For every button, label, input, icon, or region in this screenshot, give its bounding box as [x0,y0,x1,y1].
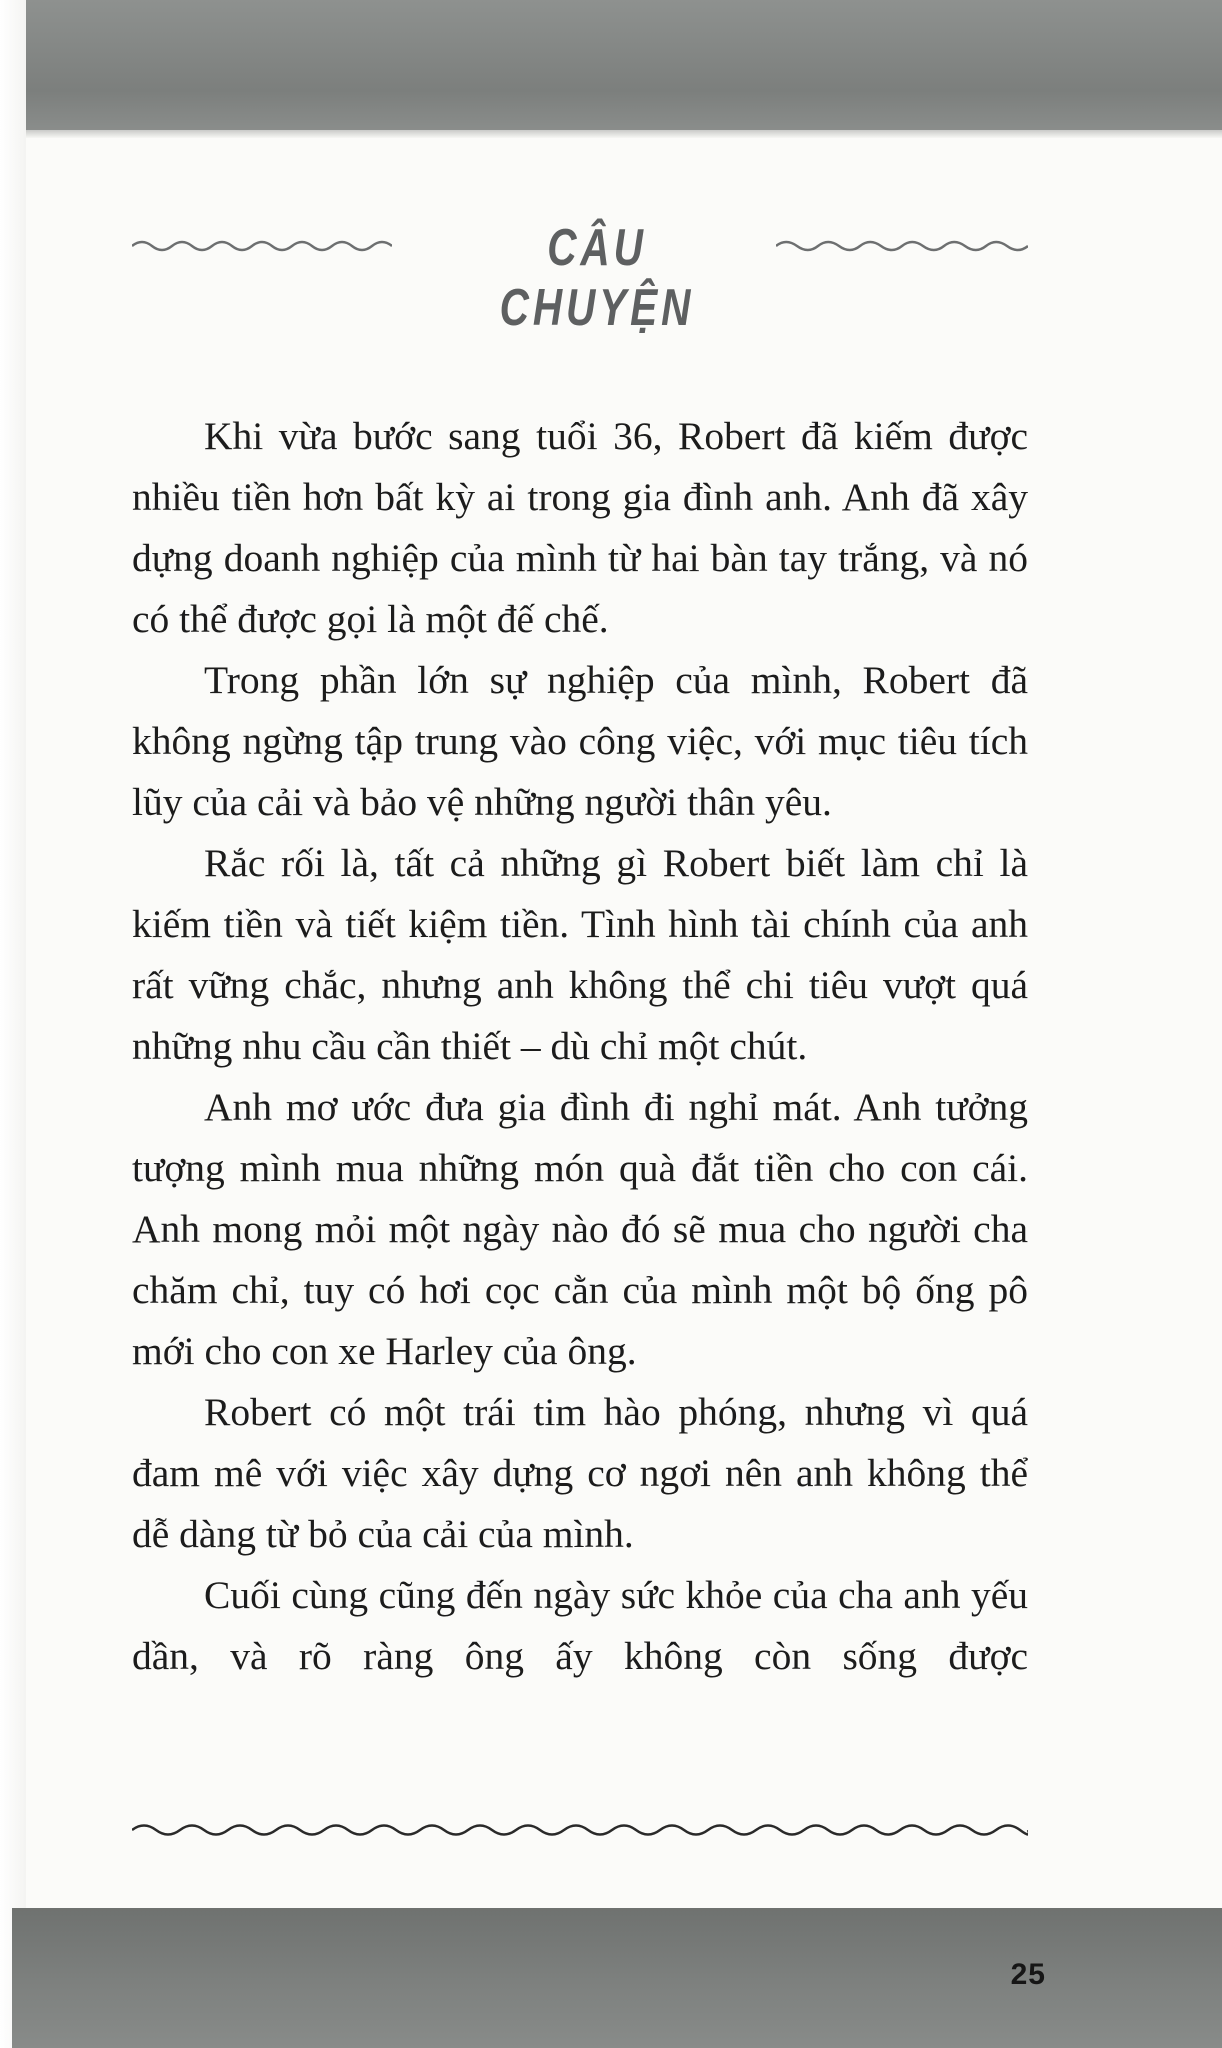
page-number: 25 [1010,1958,1046,1991]
section-title: CÂU CHUYỆN [499,219,695,337]
section-heading [132,218,1028,337]
paragraph-6: Cuối cùng cũng đến ngày sức khỏe của cha anh yếu dần, và rõ ràng ông ấy không còn sống được [132,1573,1028,1678]
paragraph-3: Rắc rối là, tất cả những gì Robert biết làm chỉ là kiếm tiền và tiết kiệm tiền. Tình hình tài chính của anh rất vững chắc, nhưng anh không thể chi tiêu vượt quá những nhu cầu cần thiết – dù chỉ một chút. [132,841,1028,1068]
paragraph-1: Khi vừa bước sang tuổi 36, Robert đã kiếm được nhiều tiền hơn bất kỳ ai trong gia đình anh. Anh đã xây dựng doanh nghiệp của mình từ hai bàn tay trắng, và nó có thể được gọi là một đế chế. [132,414,1028,641]
heading-ornament-left [132,236,392,256]
page-left-edge [0,0,26,2048]
paragraph-4: Anh mơ ước đưa gia đình đi nghỉ mát. Anh tưởng tượng mình mua những món quà đắt tiền cho con cái. Anh mong mỏi một ngày nào đó sẽ mua cho người cha chăm chỉ, tuy có hơi cọc cằn của mình một bộ ống pô mới cho con xe Harley của ông. [132,1085,1028,1373]
story-text [132,406,1028,1687]
paragraph-5: Robert có một trái tim hào phóng, nhưng vì quá đam mê với việc xây dựng cơ ngơi nên anh không thể dễ dàng từ bỏ của cải của mình. [132,1390,1028,1556]
top-band-shadow [26,130,1222,138]
bottom-ornament-rule [132,1818,1028,1842]
paragraph-2: Trong phần lớn sự nghiệp của mình, Robert đã không ngừng tập trung vào công việc, với mục tiêu tích lũy của cải và bảo vệ những người thân yêu. [132,658,1028,824]
heading-ornament-right [776,236,1028,256]
top-header-band [26,0,1222,130]
